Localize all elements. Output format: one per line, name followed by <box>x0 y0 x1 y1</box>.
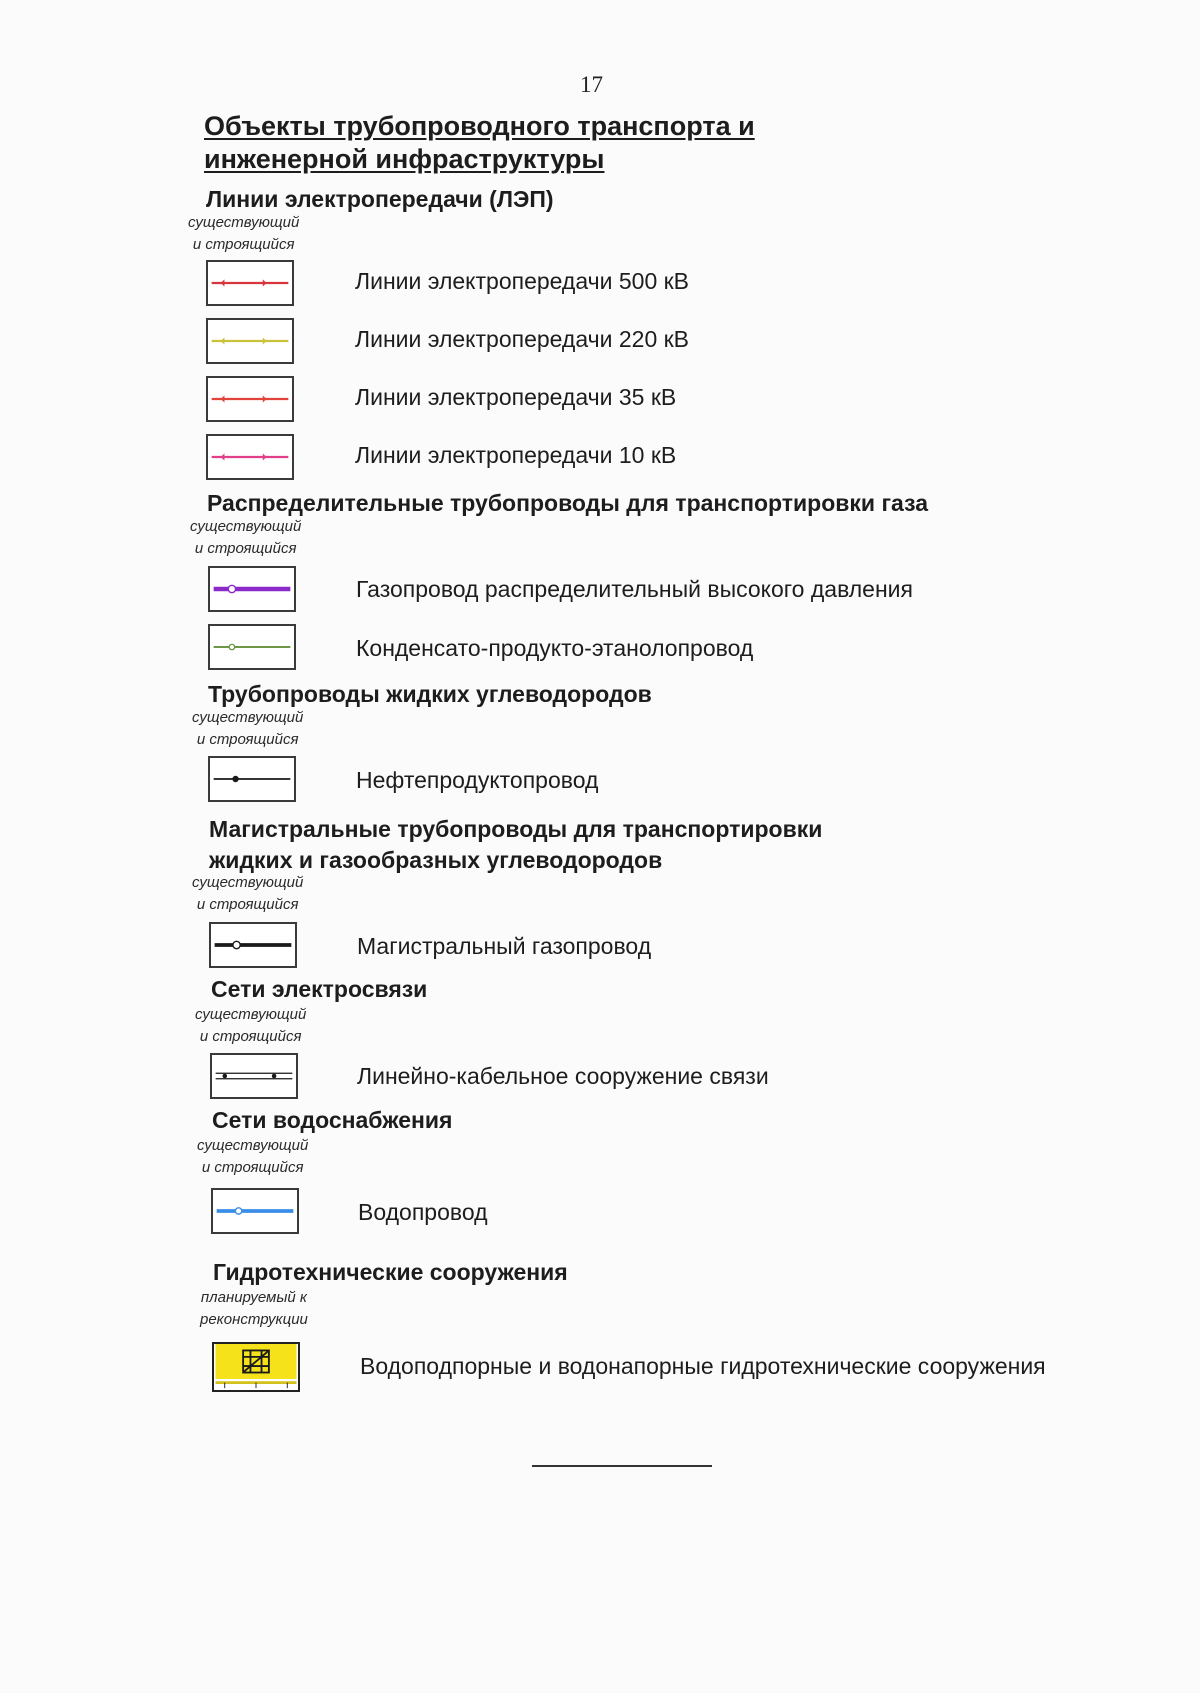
legend-label: Линейно-кабельное сооружение связи <box>357 1063 769 1089</box>
status-line-1: существующий <box>195 1006 307 1023</box>
section-title-main-pipelines <box>209 814 822 876</box>
oil-product-pipeline-icon <box>208 756 296 802</box>
legend-label: Линии электропередачи 220 кВ <box>355 326 690 352</box>
legend-label: Газопровод распределительный высокого давления <box>356 576 913 602</box>
section-title-line-1: Магистральные трубопроводы для транспортировки <box>209 816 823 842</box>
section-title-liquid-hydrocarbons: Трубопроводы жидких углеводородов <box>208 681 652 707</box>
status-line-2: и строящийся <box>201 1159 304 1176</box>
status-note <box>192 707 303 751</box>
legend-label: Магистральный газопровод <box>357 933 652 959</box>
legend-label: Линии электропередачи 500 кВ <box>355 268 690 294</box>
status-note <box>200 1287 308 1331</box>
legend-label: Водоподпорные и водонапорные гидротехнические сооружения <box>360 1353 1046 1379</box>
page-title-line-1: Объекты трубопроводного транспорта и <box>204 111 755 141</box>
status-note <box>192 872 303 916</box>
footer-divider <box>532 1465 712 1467</box>
section-title-hydraulic-structures: Гидротехнические сооружения <box>213 1259 568 1285</box>
status-line-1: существующий <box>188 214 300 231</box>
section-title-power-lines: Линии электропередачи (ЛЭП) <box>206 186 554 212</box>
telecom-cable-icon <box>210 1053 298 1099</box>
status-line-2: и строящийся <box>196 896 299 913</box>
section-title-water-supply: Сети водоснабжения <box>212 1107 453 1133</box>
legend-label: Линии электропередачи 10 кВ <box>355 442 677 468</box>
status-line-1: существующий <box>192 874 304 891</box>
status-line-1: существующий <box>192 709 304 726</box>
legend-label: Линии электропередачи 35 кВ <box>355 384 677 410</box>
power-line-35kv-icon <box>206 376 294 422</box>
main-gas-pipeline-icon <box>209 922 297 968</box>
section-title-telecom: Сети электросвязи <box>211 976 428 1002</box>
condensate-pipeline-icon <box>208 624 296 670</box>
legend-label: Водопровод <box>358 1199 488 1225</box>
status-line-2: и строящийся <box>196 731 299 748</box>
status-note <box>190 516 301 560</box>
legend-label: Конденсато-продукто-этанолопровод <box>356 635 754 661</box>
legend-label: Нефтепродуктопровод <box>356 767 599 793</box>
gas-pipeline-icon <box>208 566 296 612</box>
page-title-line-2: инженерной инфраструктуры <box>204 144 605 174</box>
page-number: 17 <box>580 72 603 97</box>
status-line-2: и строящийся <box>194 540 297 557</box>
water-pipeline-icon <box>211 1188 299 1234</box>
status-line-2: реконструкции <box>200 1311 308 1328</box>
status-line-1: существующий <box>197 1137 309 1154</box>
power-line-500kv-icon <box>206 260 294 306</box>
power-line-10kv-icon <box>206 434 294 480</box>
power-line-220kv-icon <box>206 318 294 364</box>
section-title-gas-distribution: Распределительные трубопроводы для транспортировки газа <box>207 490 929 516</box>
status-line-2: и строящийся <box>192 236 295 253</box>
status-note <box>197 1135 308 1179</box>
status-note <box>188 212 299 256</box>
status-line-1: планируемый к <box>200 1289 307 1306</box>
page-title <box>204 110 755 176</box>
status-line-2: и строящийся <box>199 1028 302 1045</box>
section-title-line-2: жидких и газообразных углеводородов <box>209 847 663 873</box>
status-line-1: существующий <box>190 518 302 535</box>
status-note <box>195 1004 306 1048</box>
hydraulic-structure-icon <box>212 1342 300 1392</box>
